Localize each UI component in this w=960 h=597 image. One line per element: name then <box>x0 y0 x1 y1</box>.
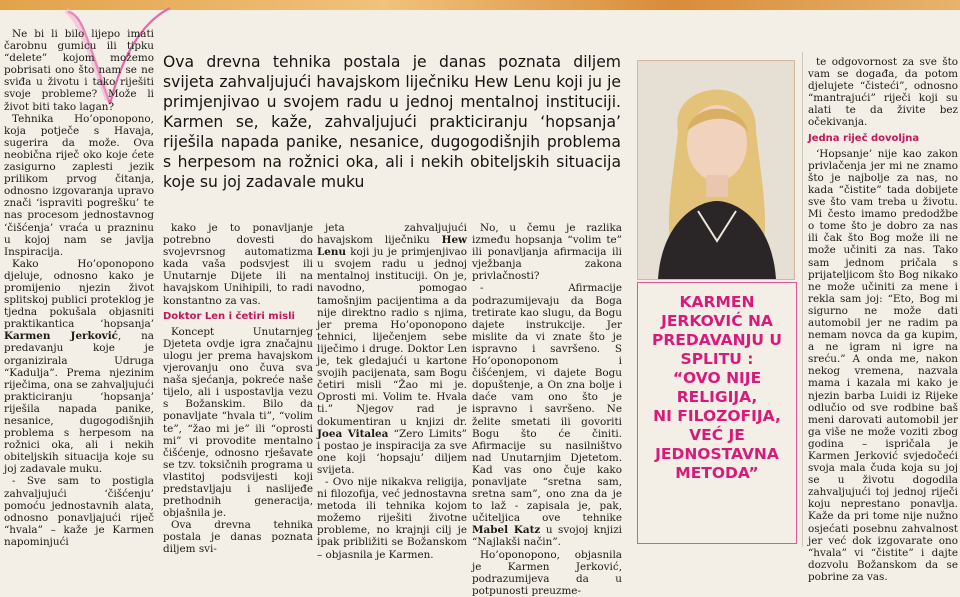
subheading: Doktor Len i četiri misli <box>163 310 295 322</box>
paragraph: Tehnika Ho’oponopono, koja potječe s Havaja, sugerira da može. Ova neobična riječ oko koje ćete zasigurno zaplesti jezik prilikom prvog čitanja, odnosno izgovaranja upravo znači ‘ispraviti pogrešku’ te nas procesom jednostavnog ‘čišćenja’ vraća u prazninu u kojoj nam se javlja Inspiracija. <box>4 112 154 258</box>
name-karmen: Karmen Jerković <box>4 330 118 343</box>
paragraph: jeta zahvaljujući havajskom liječniku Hew Lenu koji ju je primjenjivao u svojem radu u jednoj mentalnoj instituciji. On je, navodno, pomogao tamošnjim pacijentima a da nije direktno radio s njima, jer prema Ho’oponopono tehnici, liječenjem sebe liječimo i druge. Doktor Len je, tek gledajući u kartone svojih pacijenata, sam Bogu četiri misli “Žao mi je. Oprosti mi. Volim te. Hvala ti.” Njegov rad je dokumentiran u knjizi dr. Joea Vitalea “Zero Limits” i postao je inspiracija za sve one koji ‘hopsaju’ diljem svijeta. <box>317 222 467 476</box>
column-3 <box>317 222 467 561</box>
name-joe-vitale: Joea Vitalea <box>317 427 389 440</box>
portrait-illustration <box>638 61 794 279</box>
pull-quote: KARMEN JERKOVIĆ NA PREDAVANJU U SPLITU : “OVO NIJE RELIGIJA, NI FILOZOFIJA, VEĆ JE JEDNOSTAVNA METODA” <box>637 282 797 544</box>
paragraph: kako je to ponavljanje potrebno dovesti do svojevrsnog automatizma kada vaša podsvjest ili Unutarnje Dijete ili na havajskom Unihipili, to radi konstantno za vas. <box>163 222 313 307</box>
paragraph: - Ovo nije nikakva religija, ni filozofija, već jednostavna metoda ili tehnika kojom možemo riješiti životne probleme, no krajnji cilj je ipak približiti se Božanskom – objasnila je Karmen. <box>317 475 467 561</box>
paragraph: Koncept Unutarnjeg Djeteta ovdje igra značajnu ulogu jer prema havajskom vjerovanju ono čuva sva naša sjećanja, pokreće naše tijelo, ali i uspostavlja vezu s Božanskim. Bilo da ponavljate “hvala ti”, “volim te”, “žao mi je” ili “oprosti mi” vi provodite mentalno čišćenje, odnosno rješavate se tzv. toksičnih programa u vlastitoj podsvijesti koji predstavljaju i naslijeđe prethodnih generacija, objašnila je. <box>163 325 313 520</box>
paragraph: Ho’oponopono, objasnila je Karmen Jerković, podrazumijeva da u potpunosti preuzme- <box>472 548 622 597</box>
paragraph: Ova drevna tehnika postala je danas poznata diljem svi- <box>163 519 313 556</box>
paragraph: ‘Hopsanje’ nije kao zakon privlačenja jer mi ne znamo što je najbolje za nas, no kada “čistite” tada dobijete sve što vam treba u životu. Mi često imamo predodžbe o tome što je dobro za nas ili čak što Bog može ili ne može učiniti za nas. Tako sam jednom pričala s prijateljicom što Bog nikako ne može učiniti za mene i rekla sam joj: “Eto, Bog mi sigurno ne može dati automobil jer ne radim pa nemam novca da ga kupim, a ne igram ni igre na sreću.” A onda me, nakon nekog vremena, nazvala mama i kazala mi kako je njezin barba Luidi iz Rijeke odlučio od sve rodbine baš meni darovati automobil jer ga više ne može voziti zbog godina – ispričala je Karmen Jerković svjedočeći svoja mala čuda koja su joj se u životu dogodila zahvaljujući toj jednoj riječi koju neprestano ponavlja. Kaže da pri tome nije nužno osjećati posebnu zahvalnost jer već dok izgovarate ono “hvala” vi “čistite” i dajte dozvolu Božanskom da se pobrine za vas. <box>808 147 958 583</box>
article-lead: Ova drevna tehnika postala je danas poznata diljem svijeta zahvaljujući havajskom liječniku Hew Lenu koji ju je primjenjivao u svojem radu u jednoj mentalnoj instituciji. Karmen se, kaže, zahvaljujući prakticiranju ‘hopsanja’ riješila napada panike, nesanice, dugogodišnjih problema s herpesom na rožnici oka, ali i nekih obiteljskih situacija koje su joj zadavale muku <box>163 53 621 191</box>
paragraph: Ne bi li bilo lijepo imati čarobnu gumicu ili tipku “delete” kojom možemo pobrisati ono što nam se ne sviđa u životu i tako riješiti svoje probleme? Može li život biti tako lagan? <box>4 28 154 113</box>
top-photo-strip <box>0 0 960 10</box>
column-divider <box>802 52 803 547</box>
portrait-photo <box>637 60 795 280</box>
column-5 <box>808 56 958 583</box>
subheading: Jedna riječ dovoljna <box>808 132 920 144</box>
name-hew-len: Hew Lenu <box>317 234 467 259</box>
name-mabel-katz: Mabel Katz <box>472 524 541 537</box>
column-2 <box>163 222 313 556</box>
column-4 <box>472 222 622 597</box>
paragraph: Kako Ho’oponopono djeluje, odnosno kako je promijenio njezin život splitskoj publici proteklog je tjedna pokušala objasniti praktikantica ‘hopsanja’ Karmen Jerković, na predavanju koje je organizirala Udruga “Kadulja”. Prema njezinim riječima, ona se zahvaljujući prakticiranju ‘hopsanja’ riješila napada panike, nesanice, dugogodišnjih problema s herpesom na rožnici oka, ali i nekih obiteljskih situacija koje su joj zadavale muku. <box>4 257 154 476</box>
paragraph: te odgovornost za sve što vam se događa, da potom djelujete “čisteći”, odnosno “mantrajući” riječi koji su alati te da živite bez očekivanja. <box>808 56 958 129</box>
paragraph: - Sve sam to postigla zahvaljujući ‘čišćenju’ pomoću jednostavnih alata, odnosno ponavljajući riječ “hvala” – kaže je Karmen napominjući <box>4 475 154 548</box>
paragraph: - Afirmacije podrazumijevaju da Boga tretirate kao slugu, da Bogu dajete instrukcije. Jer mislite da vi znate što je ispravno i savršeno. S Ho’oponoponom i čišćenjem, vi dajete Bogu dopuštenje, a On zna bolje i daće vam ono što je ispravno i savršeno. Ne želite smetati ili govoriti Bogu što će činiti. Afirmacije su nasilništvo nad Unutarnjim Djetetom. Kad vas ono čuje kako ponavljate “sretna sam, sretna sam”, ono zna da je to laž - zapisala je, pak, učiteljica ove tehnike Mabel Katz u svojoj knjizi “Najlakši način”. <box>472 282 623 549</box>
column-1 <box>4 28 154 548</box>
paragraph: No, u čemu je razlika između hopsanja “volim te” ili ponavljanja afirmacija ili vježbanja zakona privlačnosti? <box>472 222 622 283</box>
